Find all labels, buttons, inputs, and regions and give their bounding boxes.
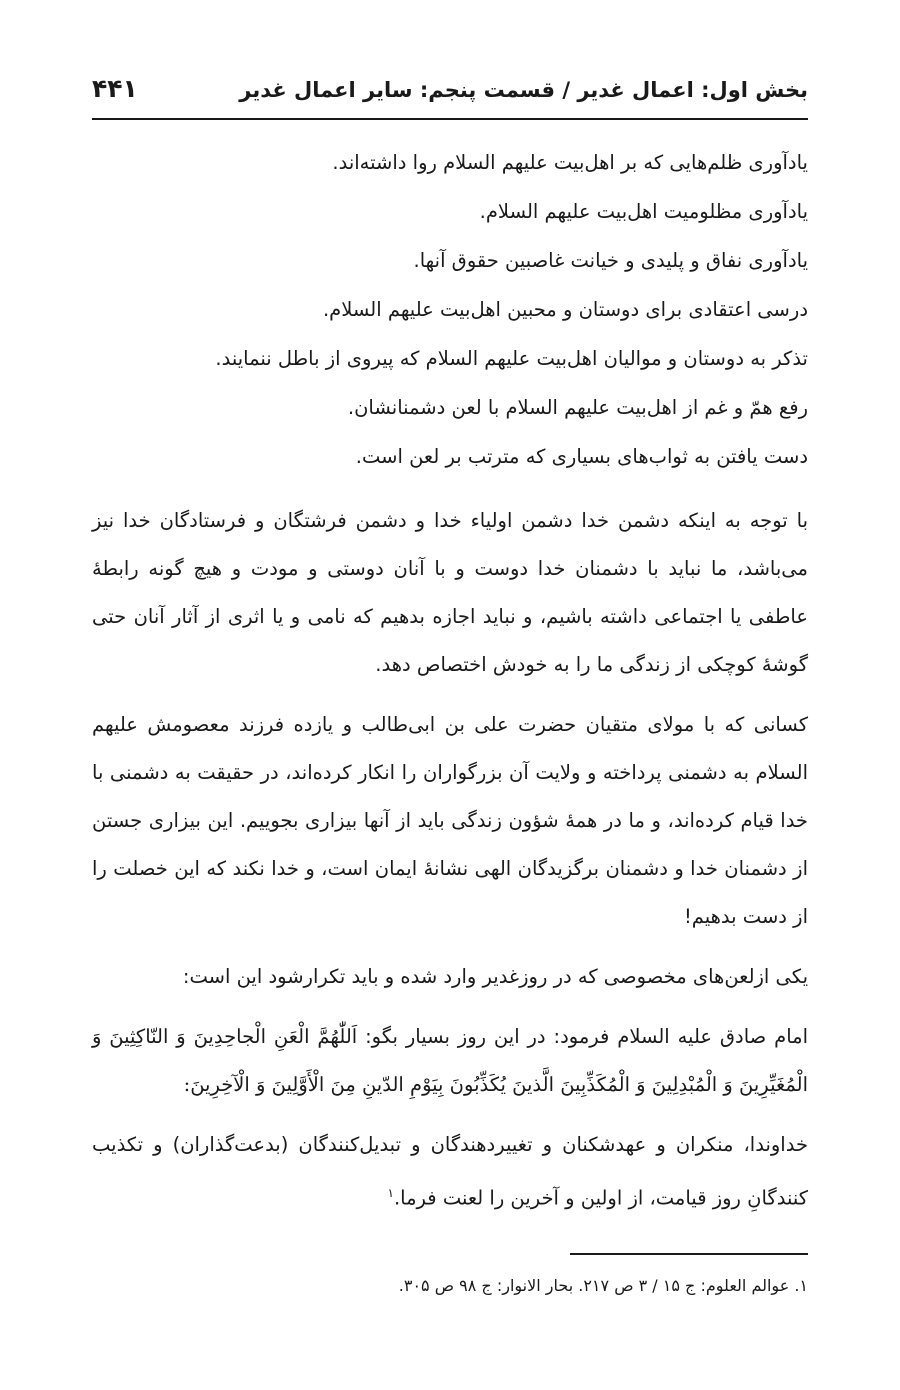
list-item: تذکر به دوستان و موالیان اهل‌بیت علیهم السلام که پیروی از باطل ننمایند. — [215, 347, 808, 370]
bullet-list — [92, 138, 808, 481]
footnote-marker[interactable]: ۱ — [387, 1186, 394, 1200]
paragraph-disavowal: کسانی که با مولای متقیان حضرت علی بن ابی‌طالب و یازده فرزند معصومش علیهم السلام به دشمنی پرداخته و ولایت آن بزرگواران را انکار کرده‌اند، در حقیقت به دشمنی با خدا قیام کرده‌اند، و ما در همهٔ شؤون زندگی باید از آنها بیزاری بجوییم. این بیزاری جستن از دشمنان خدا و دشمنان برگزیدگان الهی نشانهٔ ایمان است، و خدا نکند که این خصلت را از دست بدهیم! — [92, 713, 808, 928]
list-item: یادآوری مظلومیت اهل‌بیت علیهم السلام. — [479, 200, 808, 223]
footnote-rule — [570, 1253, 808, 1255]
list-item: یادآوری ظلم‌هایی که بر اهل‌بیت علیهم السلام روا داشته‌اند. — [332, 151, 808, 174]
list-item: یادآوری نفاق و پلیدی و خیانت غاصبین حقوق آنها. — [413, 249, 808, 272]
page-body — [92, 138, 808, 1223]
list-item: دست یافتن به ثواب‌های بسیاری که مترتب بر لعن است. — [355, 445, 808, 468]
header-rule — [92, 118, 808, 120]
paragraph-translation — [92, 1121, 808, 1223]
page-number: ۴۴۱ — [92, 74, 138, 103]
quote-intro: امام صادق علیه السلام فرمود: در این روز بسیار بگو: — [357, 1025, 809, 1048]
page-header — [92, 74, 808, 114]
arabic-supplication: اَللّٰهُمَّ الْعَنِ الْجاحِدِینَ وَ النّاکِثِینَ وَ الْمُغَیِّرِینَ وَ الْمُبْدِلِینَ وَ الْمُکَذِّبِینَ الَّذینَ یُکَذِّبُونَ بِیَوْمِ الدّینِ مِنَ الْأَوَّلِینَ وَ الْآخِرِینَ: — [92, 1025, 808, 1096]
footnote: ۱. عوالم العلوم: ج ۱۵ / ۳ ص ۲۱۷. بحار الانوار: ج ۹۸ ص ۳۰۵. — [398, 1276, 808, 1295]
list-item: درسی اعتقادی برای دوستان و محبین اهل‌بیت علیهم السلام. — [322, 298, 808, 321]
paragraph-imam-quote — [92, 1013, 808, 1109]
list-item: رفع همّ و غم از اهل‌بیت علیهم السلام با لعن دشمنانشان. — [347, 396, 808, 419]
paragraph-curse-intro: یکی ازلعن‌های مخصوصی که در روزغدیر وارد شده و باید تکرارشود این است: — [182, 965, 808, 988]
running-head: بخش اول: اعمال غدیر / قسمت پنجم: سایر اعمال غدیر — [239, 78, 808, 102]
paragraph-enmity: با توجه به اینکه دشمن خدا دشمن اولیاء خدا و دشمن فرشتگان و فرستادگان خدا نیز می‌باشد، ما نباید با دشمنان خدا دوست و با آنان دوستی و مودت و هیچ گونه رابطهٔ عاطفی یا اجتماعی داشته باشیم، و نباید اجازه بدهیم که نامی و یا اثری از آثار آنان حتی گوشهٔ کوچکی از زندگی ما را به خودش اختصاص دهد. — [92, 509, 808, 676]
translation-text: خداوندا، منکران و عهدشکنان و تغییردهندگان و تبدیل‌کنندگان (بدعت‌گذاران) و تکذیب کنندگانِ روز قیامت، از اولین و آخرین را لعنت فرما. — [92, 1133, 808, 1210]
